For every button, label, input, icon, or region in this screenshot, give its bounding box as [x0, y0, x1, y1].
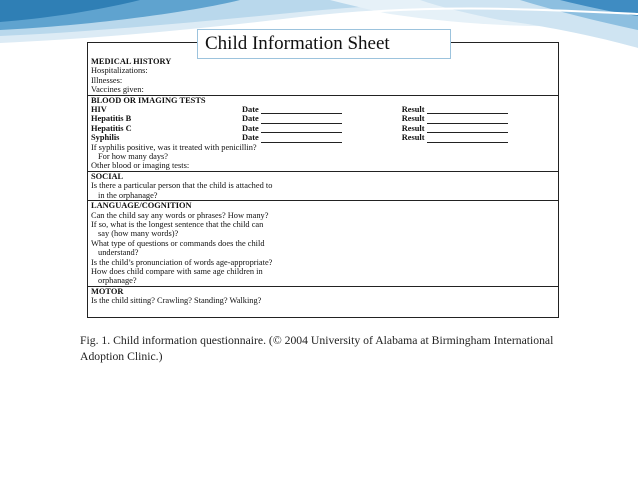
- date-blank: [261, 125, 342, 133]
- language-cognition-heading: LANGUAGE/COGNITION: [91, 201, 192, 211]
- illnesses-field: Illnesses:: [91, 75, 123, 85]
- medical-history-section: [88, 57, 558, 95]
- date-blank: [261, 116, 342, 124]
- figure-caption: [80, 333, 580, 365]
- test-name: Hepatitis B: [91, 114, 132, 124]
- motor-section: [88, 286, 558, 306]
- vaccines-field: Vaccines given:: [91, 85, 144, 95]
- child-information-form: [87, 42, 559, 318]
- test-row-hepatitis-c: [91, 124, 555, 133]
- compare-question-cont: orphanage?: [98, 276, 137, 286]
- sentence-question: If so, what is the longest sentence that the child can: [91, 219, 264, 229]
- social-heading: SOCIAL: [91, 171, 124, 181]
- test-name: HIV: [91, 105, 107, 115]
- result-label: Result: [401, 123, 425, 133]
- test-name: Syphilis: [91, 133, 120, 143]
- test-row-hiv: [91, 105, 555, 114]
- motor-heading: MOTOR: [91, 286, 124, 296]
- sentence-question-cont: say (how many words)?: [98, 229, 179, 239]
- date-label: Date: [242, 123, 259, 133]
- date-label: Date: [242, 114, 259, 124]
- result-label: Result: [401, 133, 425, 143]
- test-row-syphilis: [91, 133, 555, 142]
- commands-question: What type of questions or commands does the child: [91, 238, 265, 248]
- medical-history-heading: MEDICAL HISTORY: [91, 57, 172, 66]
- slide-title: Child Information Sheet: [205, 33, 390, 54]
- result-blank: [427, 135, 508, 143]
- date-label: Date: [242, 133, 259, 143]
- result-label: Result: [401, 114, 425, 124]
- test-row-hepatitis-b: [91, 114, 555, 123]
- caption-line-2: Adoption Clinic.): [80, 350, 163, 363]
- language-cognition-section: [88, 200, 558, 286]
- compare-question: How does child compare with same age children in: [91, 266, 263, 276]
- date-blank: [261, 106, 342, 114]
- attachment-question-cont: in the orphanage?: [98, 190, 158, 200]
- pronunciation-question: Is the child’s pronunciation of words age-appropriate?: [91, 257, 273, 267]
- slide-title-box: [197, 29, 451, 59]
- hospitalizations-field: Hospitalizations:: [91, 66, 148, 76]
- date-blank: [261, 135, 342, 143]
- commands-question-cont: understand?: [98, 248, 139, 258]
- result-blank: [427, 106, 508, 114]
- caption-line-1: Fig. 1. Child information questionnaire. (© 2004 University of Alabama at Birmingham International: [80, 334, 554, 347]
- test-name: Hepatitis C: [91, 123, 132, 133]
- syphilis-question-cont: For how many days?: [98, 152, 169, 162]
- motor-question: Is the child sitting? Crawling? Standing? Walking?: [91, 296, 262, 306]
- blood-imaging-heading: BLOOD OR IMAGING TESTS: [91, 95, 206, 105]
- attachment-question: Is there a particular person that the child is attached to: [91, 181, 273, 191]
- social-section: [88, 171, 558, 200]
- result-blank: [427, 125, 508, 133]
- date-label: Date: [242, 105, 259, 115]
- other-tests-field: Other blood or imaging tests:: [91, 161, 190, 171]
- result-blank: [427, 116, 508, 124]
- syphilis-question: If syphilis positive, was it treated with penicillin?: [91, 142, 257, 152]
- result-label: Result: [401, 105, 425, 115]
- words-question: Can the child say any words or phrases? How many?: [91, 210, 269, 220]
- blood-imaging-section: [88, 95, 558, 171]
